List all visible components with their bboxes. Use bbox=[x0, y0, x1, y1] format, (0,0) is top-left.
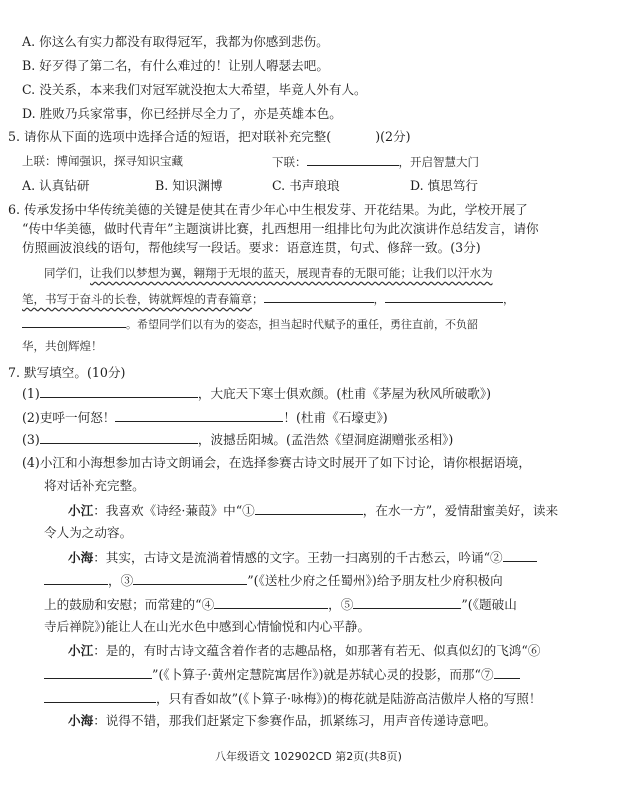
blank-3 bbox=[133, 572, 247, 585]
dialogue-xiaohai-2 bbox=[68, 713, 496, 729]
dialogue-xiaohai-1-d: 寺后禅院》)能让人在山光水色中感到心情愉悦和内心平静。 bbox=[44, 619, 371, 634]
blank-4 bbox=[214, 596, 328, 609]
dialogue-xiaohai-1-line2 bbox=[44, 572, 503, 589]
dialogue-xiaohai-1-b1: ，③ bbox=[108, 573, 134, 588]
dialogue-xiaohai-1-b2: ”(《送杜少府之任蜀州》)给予朋友杜少府积极向 bbox=[247, 573, 503, 588]
dialogue-xiaohai-1-c2: ，⑤ bbox=[328, 597, 354, 612]
q6-semicolon: ； bbox=[252, 292, 264, 306]
dialogue-xiaohai-1-line3 bbox=[44, 596, 517, 613]
q6-paragraph-line1 bbox=[44, 265, 493, 281]
blank-2-cont bbox=[44, 572, 108, 585]
blank-2 bbox=[503, 549, 537, 562]
q7-item-3-text: ，波撼岳阳城。(孟浩然《望洞庭湖赠张丞相》) bbox=[197, 432, 454, 447]
q7-item-1 bbox=[22, 385, 491, 402]
blank-6 bbox=[44, 666, 152, 679]
dialogue-xiaojiang-1-a: ：我喜欢《诗经·蒹葭》中“① bbox=[93, 503, 255, 518]
q7-item-2 bbox=[22, 409, 388, 426]
q7-item-1-num: (1) bbox=[22, 386, 40, 401]
q7-item-3-num: (3) bbox=[22, 432, 40, 447]
q4-option-b: B. 好歹得了第二名，有什么难过的！让别人嘚瑟去吧。 bbox=[22, 58, 329, 73]
q7-item-1-text: ，大庇天下寒士俱欢颜。(杜甫《茅屋为秋风所破歌》) bbox=[197, 386, 492, 401]
q5-lower-end: ，开启智慧大门 bbox=[398, 155, 479, 169]
q7-title: 7. 默写填空。(10分) bbox=[8, 365, 126, 380]
q7-item-2-blank bbox=[115, 409, 283, 422]
q4-option-c: C. 没关系，本来我们对冠军就没抱太大希望，毕竟人外有人。 bbox=[22, 82, 367, 97]
dialogue-xiaohai-1-c3: ”(《题破山 bbox=[461, 597, 517, 612]
q7-item-4-line1: (4)小江和小海想参加古诗文朗诵会，在选择参赛古诗文时展开了如下讨论，请你根据语境， bbox=[22, 455, 531, 470]
q6-line2: “传中华美德，做时代青年”主题演讲比赛，扎西想用一组排比句为此次演讲作总结发言，请你 bbox=[22, 221, 539, 236]
blank-7-cont bbox=[44, 690, 156, 703]
q6-answer-blank-2 bbox=[385, 290, 503, 303]
q5-option-c: C. 书声琅琅 bbox=[272, 178, 340, 193]
q7-item-3 bbox=[22, 431, 453, 448]
dialogue-xiaojiang-2-line2 bbox=[44, 666, 520, 683]
q6-wavy-sentence-1: 让我们以梦想为翼，翱翔于无垠的蓝天，展现青春的无限可能；让我们以汗水为 bbox=[90, 266, 493, 280]
dialogue-xiaohai-1 bbox=[68, 549, 537, 566]
q7-item-3-blank bbox=[40, 431, 198, 444]
q5-lower-couplet bbox=[272, 153, 479, 170]
dialogue-xiaohai-2-a: ：说得不错，那我们赶紧定下参赛作品，抓紧练习，用声音传递诗意吧。 bbox=[93, 713, 497, 728]
q6-paragraph-line2 bbox=[22, 290, 515, 307]
dialogue-xiaojiang-1-b: ，在水一方”，爱情甜蜜美好，读来 bbox=[362, 503, 559, 518]
q6-answer-blank-3 bbox=[22, 315, 126, 328]
q5-lower-blank bbox=[307, 153, 399, 166]
dialogue-xiaojiang-2-a: ：是的，有时古诗文蕴含着作者的志趣品格，如那著有若无、似真似幻的飞鸿“⑥ bbox=[93, 643, 541, 658]
speaker-xiaojiang: 小江 bbox=[68, 503, 94, 518]
q6-paragraph-line4: 华，共创辉煌！ bbox=[22, 339, 103, 353]
q5-option-d: D. 慎思笃行 bbox=[410, 178, 479, 193]
q4-option-a: A. 你这么有实力都没有取得冠军，我都为你感到悲伤。 bbox=[22, 34, 329, 49]
q7-item-2-text: (2)吏呼一何怒！ bbox=[22, 410, 116, 425]
dialogue-xiaojiang-2-b1: ”(《卜算子·黄州定慧院寓居作》)就是苏轼心灵的投影，而那“⑦ bbox=[152, 667, 494, 682]
q6-paragraph-start: 同学们， bbox=[44, 266, 90, 280]
q4-option-d: D. 胜败乃兵家常事，你已经拼尽全力了，亦是英雄本色。 bbox=[22, 106, 342, 121]
dialogue-xiaojiang-2-c1: ，只有香如故”(《卜算子·咏梅》)的梅花就是陆游高洁傲岸人格的写照！ bbox=[156, 691, 542, 706]
q6-answer-blank-1 bbox=[264, 290, 374, 303]
speaker-xiaohai: 小海 bbox=[68, 550, 94, 565]
q6-line6: 。希望同学们以有为的姿态，担当起时代赋予的重任，勇往直前，不负韶 bbox=[126, 318, 478, 331]
blank-1 bbox=[255, 502, 363, 515]
dialogue-xiaojiang-2 bbox=[68, 643, 540, 659]
q6-paragraph-line3 bbox=[22, 315, 478, 333]
q5-upper-couplet: 上联：博闻强识，探寻知识宝藏 bbox=[22, 154, 183, 168]
q5-option-b: B. 知识渊博 bbox=[155, 178, 223, 193]
blank-5 bbox=[353, 596, 461, 609]
q7-item-4-line2: 将对话补充完整。 bbox=[44, 478, 145, 493]
blank-7 bbox=[494, 666, 520, 679]
dialogue-xiaohai-1-c1: 上的鼓励和安慰；而常建的“④ bbox=[44, 597, 215, 612]
q6-comma: ， bbox=[373, 292, 385, 306]
q5-option-a: A. 认真钻研 bbox=[22, 178, 90, 193]
dialogue-xiaojiang-1-c: 令人为之动容。 bbox=[44, 525, 133, 540]
q6-wavy-sentence-2: 笔，书写于奋斗的长卷，铸就辉煌的青春篇章 bbox=[22, 292, 252, 306]
q7-item-2-end: ！(杜甫《石壕吏》) bbox=[283, 410, 388, 425]
q5-lower-label: 下联： bbox=[272, 155, 307, 169]
page-footer: 八年级语文 102902CD 第2页(共8页) bbox=[215, 750, 402, 763]
q6-line1: 6. 传承发扬中华传统美德的关键是使其在青少年心中生根发芽、开花结果。为此，学校开展了 bbox=[8, 202, 528, 217]
speaker-xiaohai-2: 小海 bbox=[68, 713, 94, 728]
dialogue-xiaohai-1-a: ：其实，古诗文是流淌着情感的文字。王勃一扫离别的千古愁云，吟诵“② bbox=[93, 550, 503, 565]
q7-item-1-blank bbox=[40, 385, 198, 398]
q5-stem-text: 5. 请你从下面的选项中选择合适的短语，把对联补充完整( bbox=[8, 129, 332, 144]
q6-line3: 仿照画波浪线的语句，帮他续写一段话。要求：语意连贯，句式、修辞一致。(3分) bbox=[22, 240, 481, 255]
q6-comma-2: ， bbox=[503, 292, 515, 306]
dialogue-xiaojiang-2-line3 bbox=[44, 690, 541, 707]
speaker-xiaojiang-2: 小江 bbox=[68, 643, 94, 658]
q5-stem bbox=[8, 129, 411, 145]
dialogue-xiaojiang-1 bbox=[68, 502, 558, 519]
q5-stem-end: )(2分) bbox=[375, 129, 411, 144]
